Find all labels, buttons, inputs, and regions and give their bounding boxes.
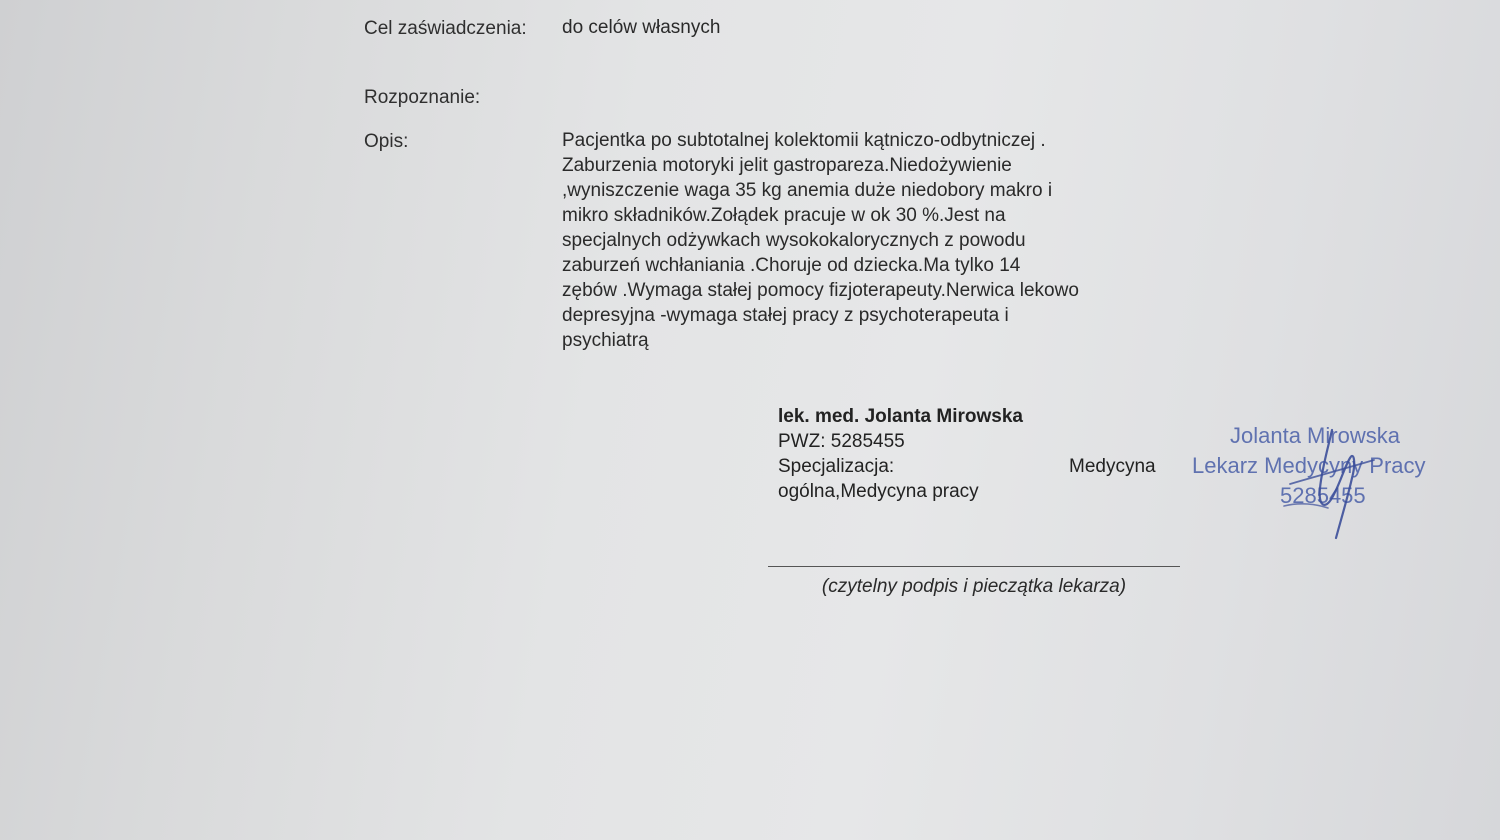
description-line: zaburzeń wchłaniania .Choruje od dziecka.Ma tylko 14 xyxy=(562,255,1021,276)
description-line: mikro składników.Zołądek pracuje w ok 30 %.Jest na xyxy=(562,205,1006,226)
specialization-value: Medycyna xyxy=(1069,456,1156,477)
diagnosis-label: Rozpoznanie: xyxy=(364,87,481,108)
description-line: Zaburzenia motoryki jelit gastropareza.Niedożywienie xyxy=(562,155,1012,176)
description-line: ,wyniszczenie waga 35 kg anemia duże niedobory makro i xyxy=(562,180,1053,201)
description-line: depresyjna -wymaga stałej pracy z psychoterapeuta i xyxy=(562,305,1009,326)
specialization-label: Specjalizacja: xyxy=(778,456,895,477)
stamp-pwz: 5285455 xyxy=(1280,483,1366,508)
stamp-title: Lekarz Medycyny Pracy xyxy=(1192,453,1426,478)
doctor-pwz: PWZ: 5285455 xyxy=(778,431,905,452)
description-label: Opis: xyxy=(364,131,409,152)
doctor-name: lek. med. Jolanta Mirowska xyxy=(778,406,1023,427)
description-line: Pacjentka po subtotalnej kolektomii kątniczo-odbytniczej . xyxy=(562,130,1046,151)
description-line: psychiatrą xyxy=(562,330,649,351)
purpose-value: do celów własnych xyxy=(562,17,721,38)
description-text xyxy=(562,128,1162,353)
stamp-name: Jolanta Mirowska xyxy=(1230,423,1400,448)
specialization-row xyxy=(778,454,1173,479)
doctor-info xyxy=(778,404,1173,504)
description-line: specjalnych odżywkach wysokokalorycznych z powodu xyxy=(562,230,1026,251)
description-line: zębów .Wymaga stałej pomocy fizjoterapeuty.Nerwica lekowo xyxy=(562,280,1079,301)
signature-line xyxy=(768,566,1180,567)
purpose-label: Cel zaświadczenia: xyxy=(364,18,527,39)
signature-caption: (czytelny podpis i pieczątka lekarza) xyxy=(821,576,1127,597)
handwritten-signature xyxy=(1270,418,1410,548)
specialization-value-continued: ogólna,Medycyna pracy xyxy=(778,481,979,502)
